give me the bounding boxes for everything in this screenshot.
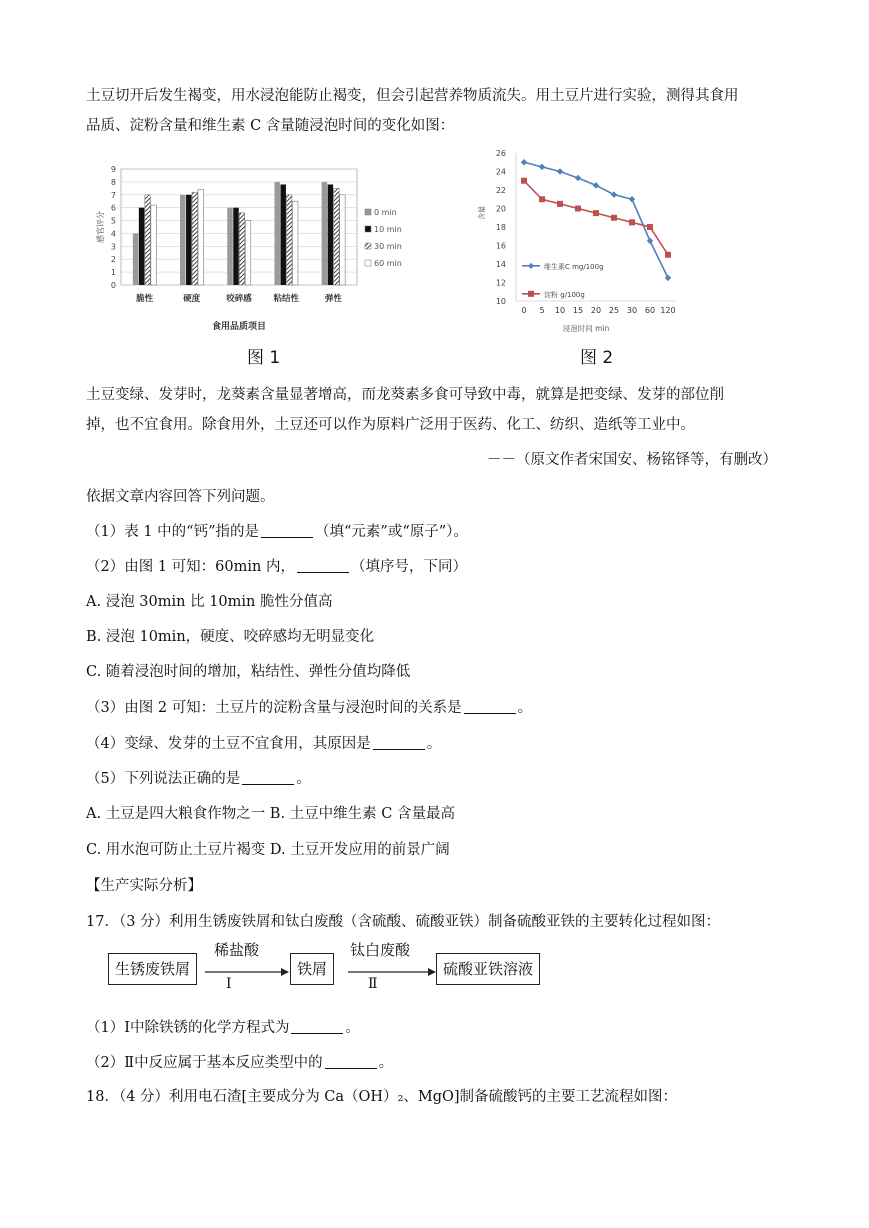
legend-marker	[528, 291, 534, 297]
y-tick-label: 10	[495, 297, 506, 306]
legend-swatch	[365, 209, 371, 215]
x-axis-label: 食用品质项目	[211, 322, 267, 332]
x-tick-label: 30	[626, 306, 638, 315]
legend-label: 0 min	[374, 208, 397, 217]
question-text: （2）Ⅱ中反应属于基本反应类型中的	[86, 1055, 323, 1071]
bar	[292, 201, 298, 285]
x-tick-label: 25	[608, 306, 620, 315]
question-4	[86, 732, 441, 753]
question-text: （1）Ⅰ中除铁锈的化学方程式为	[86, 1020, 290, 1036]
y-tick-label: 6	[110, 203, 116, 213]
question-text: （1）表 1 中的“钙”指的是	[86, 524, 259, 540]
x-tick-label: 120	[660, 306, 676, 315]
flow-box-ferrous-sulfate: 硫酸亚铁溶液	[436, 953, 540, 985]
y-tick-label: 22	[495, 186, 506, 195]
data-point	[611, 191, 617, 197]
bar	[239, 213, 245, 285]
flow-box-rusty-scrap: 生锈废铁屑	[108, 953, 197, 985]
flow-step-2: Ⅱ	[368, 976, 378, 992]
x-tick-label: 咬碎感	[226, 294, 252, 304]
data-point	[539, 196, 545, 202]
figure-2-caption: 图 2	[580, 348, 614, 368]
data-point	[593, 210, 599, 216]
question-17: 17．（3 分）利用生锈废铁屑和钛白废酸（含硫酸、硫酸亚铁）制备硫酸亚铁的主要转化过程如图：	[86, 914, 721, 930]
process-flow-diagram	[108, 941, 558, 995]
data-point	[557, 201, 563, 207]
x-axis-label: 浸泡时间 min	[562, 324, 610, 333]
question-17-1	[86, 1016, 360, 1037]
question-text: （4）变绿、发芽的土豆不宜食用，其原因是	[86, 736, 371, 752]
bar	[328, 184, 334, 285]
bar	[133, 233, 139, 285]
paragraph-line: 掉，也不宜食用。除食用外，土豆还可以作为原料广泛用于医药、化工、纺织、造纸等工业中。	[86, 417, 695, 433]
bar	[198, 190, 204, 285]
y-axis-label: 含量	[478, 206, 486, 220]
flow-arrow-label-1: 稀盐酸	[214, 941, 260, 959]
y-tick-label: 4	[110, 229, 116, 239]
paragraph-line: 品质、淀粉含量和维生素 C 含量随浸泡时间的变化如图：	[86, 118, 455, 134]
answer-blank[interactable]	[373, 735, 425, 750]
data-point	[647, 224, 653, 230]
section-heading: 【生产实际分析】	[86, 878, 202, 894]
bar	[227, 208, 233, 285]
y-tick-label: 5	[110, 216, 116, 226]
arrow-right-icon	[348, 967, 436, 977]
bar	[245, 221, 251, 285]
question-text: （5）下列说法正确的是	[86, 771, 241, 787]
y-tick-label: 12	[495, 278, 506, 288]
y-tick-label: 20	[495, 204, 506, 214]
data-point	[647, 238, 653, 244]
y-tick-label: 24	[495, 167, 506, 177]
question-text: 。	[345, 1020, 360, 1036]
bar	[280, 184, 286, 285]
y-tick-label: 14	[495, 260, 506, 269]
bar	[274, 182, 280, 285]
bar	[340, 195, 346, 285]
question-1	[86, 520, 468, 541]
data-point	[557, 168, 563, 174]
data-point	[521, 159, 527, 165]
bar	[286, 195, 292, 285]
bar	[186, 195, 192, 285]
x-tick-label: 硬度	[183, 294, 201, 304]
answer-blank[interactable]	[242, 770, 294, 785]
arrow-right-icon	[205, 967, 289, 977]
bar	[192, 192, 198, 285]
y-tick-label: 7	[110, 190, 116, 200]
answer-blank[interactable]	[464, 699, 516, 714]
legend-label: 30 min	[374, 242, 402, 251]
answer-blank[interactable]	[325, 1054, 377, 1069]
x-tick-label: 60	[644, 306, 656, 315]
y-tick-label: 1	[110, 268, 116, 278]
paragraph-line: 土豆切开后发生褐变，用水浸泡能防止褐变，但会引起营养物质流失。用土豆片进行实验，测得其食用	[86, 88, 739, 104]
question-3	[86, 696, 532, 717]
y-tick-label: 9	[110, 165, 116, 174]
x-tick-label: 弹性	[324, 294, 342, 304]
data-point	[539, 164, 545, 170]
data-point	[593, 182, 599, 188]
legend-swatch	[365, 260, 371, 266]
question-18: 18．（4 分）利用电石渣[主要成分为 Ca（OH）₂、MgO]制备硫酸钙的主要工艺流程如图：	[86, 1089, 678, 1105]
bar	[233, 208, 239, 285]
x-tick-label: 粘结性	[273, 294, 299, 304]
bar	[139, 208, 145, 285]
data-point	[665, 252, 671, 258]
legend-label: 维生素C mg/100g	[544, 262, 604, 271]
y-axis-label: 感官评分	[96, 211, 105, 243]
question-text: （2）由图 1 可知：60min 内，	[86, 559, 295, 575]
figure-2-line-chart	[480, 145, 700, 344]
y-tick-label: 2	[110, 255, 116, 265]
bar	[322, 182, 328, 285]
y-tick-label: 16	[495, 241, 506, 251]
question-text: 。	[517, 700, 533, 716]
question-2	[86, 555, 467, 576]
y-tick-label: 26	[495, 149, 506, 158]
data-point	[575, 175, 581, 181]
bar-chart-svg	[95, 155, 425, 335]
bar	[151, 205, 157, 285]
y-tick-label: 8	[110, 177, 116, 187]
x-tick-label: 15	[572, 306, 584, 315]
series-line	[524, 162, 668, 278]
y-tick-label: 0	[110, 281, 116, 290]
y-tick-label: 3	[110, 242, 116, 252]
legend-swatch	[365, 243, 371, 249]
data-point	[629, 219, 635, 225]
x-tick-label: 10	[554, 306, 566, 315]
question-text: （填序号，下同）	[350, 559, 467, 575]
question-text: 。	[426, 736, 442, 752]
flow-arrow-label-2: 钛白废酸	[350, 941, 411, 959]
x-tick-label: 20	[590, 306, 602, 315]
options-ab: A. 土豆是四大粮食作物之一 B. 土豆中维生素 C 含量最高	[86, 806, 455, 822]
data-point	[629, 196, 635, 202]
question-text: （填“元素”或“原子”）。	[315, 524, 468, 540]
paragraph-line: 土豆变绿、发芽时，龙葵素含量显著增高，而龙葵素多食可导致中毒，就算是把变绿、发芽的部位削	[86, 387, 724, 403]
bar	[334, 188, 340, 285]
bar	[145, 195, 151, 285]
question-text: （3）由图 2 可知：土豆片的淀粉含量与浸泡时间的关系是	[86, 700, 462, 716]
legend-label: 10 min	[374, 225, 402, 234]
data-point	[665, 275, 671, 281]
legend-marker	[528, 263, 534, 269]
figure-1-caption: 图 1	[247, 348, 281, 368]
figure-1-bar-chart	[95, 155, 425, 339]
option-b: B. 浸泡 10min，硬度、咬碎感均无明显变化	[86, 629, 375, 645]
answer-blank[interactable]	[297, 558, 349, 573]
option-c: C. 随着浸泡时间的增加，粘结性、弹性分值均降低	[86, 664, 411, 680]
flow-box-iron-scrap: 铁屑	[290, 953, 334, 985]
question-5	[86, 767, 311, 788]
option-a: A. 浸泡 30min 比 10min 脆性分值高	[86, 594, 333, 610]
y-tick-label: 18	[495, 223, 506, 232]
line-chart-svg	[480, 145, 700, 340]
x-tick-label: 0	[521, 306, 527, 315]
data-point	[611, 215, 617, 221]
legend-label: 60 min	[374, 259, 402, 268]
answer-blank[interactable]	[291, 1019, 343, 1034]
data-point	[521, 178, 527, 184]
intro-text: 依据文章内容回答下列问题。	[86, 489, 275, 505]
bar	[180, 195, 186, 285]
x-tick-label: 脆性	[136, 294, 154, 304]
question-17-2	[86, 1051, 393, 1072]
answer-blank[interactable]	[261, 523, 313, 538]
flow-step-1: Ⅰ	[226, 976, 232, 992]
question-text: 。	[378, 1055, 394, 1071]
x-tick-label: 5	[539, 306, 545, 315]
options-cd: C. 用水泡可防止土豆片褐变 D. 土豆开发应用的前景广阔	[86, 842, 450, 858]
legend-swatch	[365, 226, 371, 232]
question-text: 。	[296, 771, 311, 787]
legend-label: 淀粉 g/100g	[544, 290, 585, 299]
series-line	[524, 181, 668, 255]
source-attribution: －－（原文作者宋国安、杨铭铎等，有删改）	[487, 452, 777, 468]
data-point	[575, 206, 581, 212]
